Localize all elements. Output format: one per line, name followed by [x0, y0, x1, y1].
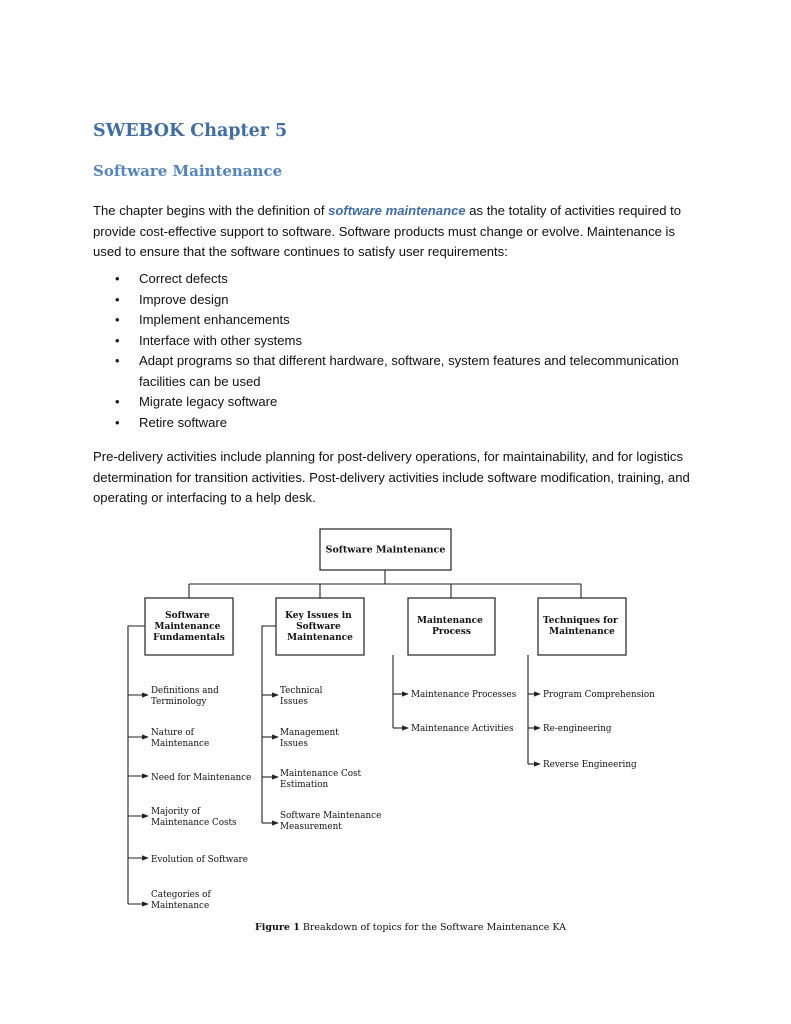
topic-evolution: Evolution of Software: [151, 855, 248, 865]
key-issues-title: Key Issues in Software Maintenance: [285, 611, 353, 643]
topic-cost-estimation: Maintenance Cost Estimation: [280, 769, 362, 790]
fundamentals-title: Software Maintenance Fundamentals: [153, 611, 225, 643]
root-label: Software Maintenance: [325, 544, 446, 556]
topic-measurement: Software Maintenance Measurement: [280, 811, 382, 832]
topic-categories: Categories of Maintenance: [151, 890, 211, 911]
topic-comprehension: Program Comprehension: [543, 690, 655, 700]
list-item: • Correct defects: [93, 269, 703, 290]
key-issues-spine: [262, 626, 276, 823]
page-title: SWEBOK Chapter 5: [93, 121, 288, 141]
topic-need: Need for Maintenance: [151, 773, 252, 783]
list-item: • Retire software: [93, 413, 703, 434]
delivery-paragraph: Pre-delivery activities include planning for post-delivery operations, for maintainability, and for logistics determination for transition activities. Post-delivery activities include software modification, training, and operating or interfacing to a help desk.: [93, 449, 690, 505]
list-item: • Adapt programs so that different hardware, software, system features and telecommunication facilities can be used: [93, 351, 703, 392]
list-item: • Implement enhancements: [93, 310, 703, 331]
topic-nature: Nature of Maintenance: [151, 728, 210, 749]
topic-activities: Maintenance Activities: [411, 724, 514, 734]
fundamentals-spine: [128, 626, 145, 904]
topic-processes: Maintenance Processes: [411, 690, 517, 700]
section-heading: Software Maintenance: [93, 162, 283, 180]
intro-text-start: The chapter begins with the definition of: [93, 203, 329, 218]
intro-text-end: as the totality of activities required to provide cost-effective support to software. Software products must change or evolve. Maintenance is used to ensure that the software continues to satisfy user requirements:: [93, 203, 682, 259]
techniques-title: Techniques for Maintenance: [543, 616, 618, 637]
topic-reengineering: Re-engineering: [543, 724, 612, 734]
topic-reverse-engineering: Reverse Engineering: [543, 760, 637, 770]
topic-definitions: Definitions and Terminology: [151, 686, 219, 707]
emphasis-term: software maintenance: [328, 203, 466, 218]
topic-costs: Majority of Maintenance Costs: [151, 807, 237, 828]
process-title: Maintenance Process: [417, 616, 483, 637]
list-item: • Improve design: [93, 290, 703, 311]
topic-management: Management Issues: [280, 728, 339, 749]
list-item: • Migrate legacy software: [93, 392, 703, 413]
topic-technical: Technical Issues: [280, 686, 323, 707]
figure-caption: Figure 1 Breakdown of topics for the Software Maintenance KA: [255, 922, 566, 933]
list-item: • Interface with other systems: [93, 331, 703, 352]
